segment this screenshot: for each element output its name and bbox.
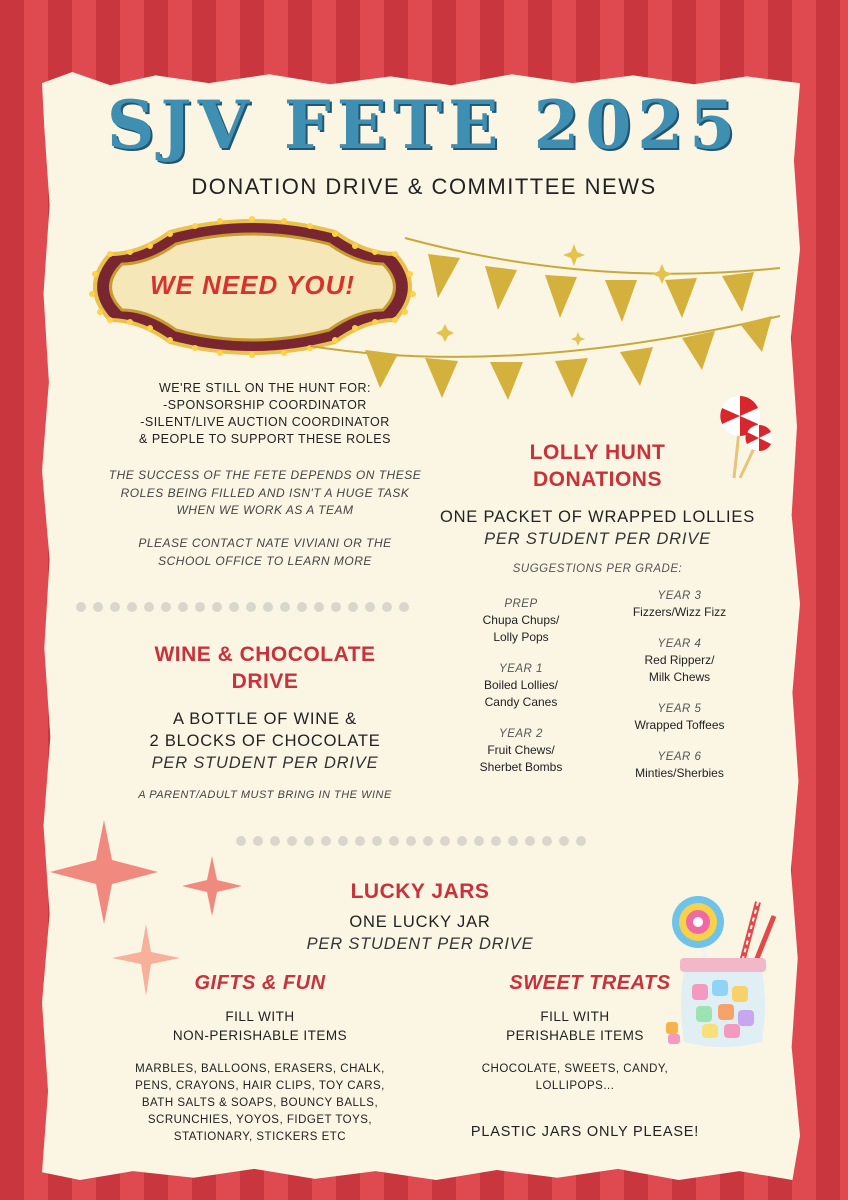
suggestions-label: SUGGESTIONS PER GRADE: — [512, 563, 683, 575]
grade-year6 — [612, 751, 747, 782]
heading-line: WINE & CHOCOLATE — [154, 643, 376, 666]
grade-item: Fruit Chews/ — [487, 743, 555, 757]
items-line: LOLLIPOPS... — [535, 1080, 615, 1092]
wine-line: 2 BLOCKS OF CHOCOLATE — [149, 732, 381, 750]
note-line: PLEASE CONTACT NATE VIVIANI OR THE — [138, 536, 392, 550]
fill-line: NON-PERISHABLE ITEMS — [172, 1028, 348, 1043]
grade-item: Chupa Chups/ — [482, 613, 560, 627]
page-subtitle: DONATION DRIVE & COMMITTEE NEWS — [191, 174, 657, 199]
grade-year2 — [460, 728, 582, 775]
plastic-jars-note: PLASTIC JARS ONLY PLEASE! — [470, 1124, 700, 1140]
grade-year3 — [612, 590, 747, 621]
lucky-body — [260, 911, 580, 955]
grade-label: YEAR 6 — [657, 751, 702, 763]
lucky-line: ONE LUCKY JAR — [349, 913, 491, 931]
lolly-per-student: PER STUDENT PER DRIVE — [484, 530, 711, 548]
wine-note: A PARENT/ADULT MUST BRING IN THE WINE — [138, 789, 392, 801]
success-note — [60, 467, 470, 520]
roles-line: WE'RE STILL ON THE HUNT FOR: — [158, 381, 371, 395]
heading-line: DONATIONS — [533, 468, 662, 491]
fill-line: FILL WITH — [225, 1009, 295, 1024]
note-line: WHEN WE WORK AS A TEAM — [176, 503, 354, 517]
items-line: MARBLES, BALLOONS, ERASERS, CHALK, — [135, 1063, 385, 1075]
lucky-heading: LUCKY JARS — [350, 880, 490, 903]
note-line: THE SUCCESS OF THE FETE DEPENDS ON THESE — [108, 468, 422, 482]
we-need-you-text: WE NEED YOU! — [149, 270, 356, 300]
gifts-items — [95, 1061, 425, 1146]
lolly-heading — [480, 439, 715, 493]
gifts-heading: GIFTS & FUN — [194, 972, 326, 994]
grade-label: YEAR 3 — [657, 590, 702, 602]
heading-line: LOLLY HUNT — [529, 441, 666, 464]
grade-prep — [460, 598, 582, 645]
grade-item: Sherbet Bombs — [479, 759, 563, 774]
dots-divider — [236, 836, 586, 846]
items-line: SCRUNCHIES, YOYOS, FIDGET TOYS, — [147, 1114, 373, 1126]
lolly-body — [420, 506, 775, 550]
lucky-per-student: PER STUDENT PER DRIVE — [306, 935, 534, 953]
items-line: PENS, CRAYONS, HAIR CLIPS, TOY CARS, — [135, 1080, 385, 1092]
grade-year5 — [612, 703, 747, 734]
dots-divider — [76, 602, 409, 612]
wine-line: A BOTTLE OF WINE & — [172, 710, 357, 728]
grade-label: YEAR 4 — [657, 638, 702, 650]
note-line: ROLES BEING FILLED AND ISN'T A HUGE TASK — [120, 485, 410, 500]
roles-line: -SPONSORSHIP COORDINATOR — [163, 398, 367, 412]
items-line: CHOCOLATE, SWEETS, CANDY, — [481, 1063, 669, 1075]
wine-per-student: PER STUDENT PER DRIVE — [151, 754, 379, 772]
heading-line: DRIVE — [231, 670, 299, 693]
grade-label: PREP — [504, 598, 538, 610]
roles-block — [70, 380, 460, 448]
grade-year1 — [460, 663, 582, 710]
lolly-line: ONE PACKET OF WRAPPED LOLLIES — [439, 508, 756, 526]
sweets-fill — [460, 1007, 690, 1045]
wine-body — [80, 708, 450, 774]
fill-line: PERISHABLE ITEMS — [506, 1028, 644, 1043]
page-title: SJV FETE 2025 — [106, 86, 742, 164]
grade-item: Wrapped Toffees — [634, 718, 725, 732]
sweets-items — [445, 1061, 705, 1095]
sweets-heading: SWEET TREATS — [509, 972, 671, 994]
items-line: STATIONARY, STICKERS ETC — [173, 1131, 347, 1143]
roles-line: -SILENT/LIVE AUCTION COORDINATOR — [140, 415, 390, 429]
lollipop-icon — [712, 392, 778, 482]
grade-item: Candy Canes — [484, 694, 558, 709]
grade-item: Boiled Lollies/ — [483, 678, 559, 692]
grade-item: Milk Chews — [648, 669, 711, 684]
grade-label: YEAR 1 — [499, 663, 543, 675]
grade-label: YEAR 5 — [657, 703, 702, 715]
grade-item: Lolly Pops — [493, 629, 549, 644]
wine-heading — [100, 641, 430, 695]
note-line: SCHOOL OFFICE TO LEARN MORE — [158, 553, 372, 568]
items-line: BATH SALTS & SOAPS, BOUNCY BALLS, — [141, 1097, 379, 1109]
gifts-fill — [110, 1007, 410, 1045]
roles-line: & PEOPLE TO SUPPORT THESE ROLES — [139, 432, 391, 446]
contact-note — [60, 535, 470, 570]
grade-label: YEAR 2 — [499, 728, 543, 740]
grade-item: Minties/Sherbies — [635, 766, 724, 780]
grade-year4 — [612, 638, 747, 685]
fill-line: FILL WITH — [540, 1009, 610, 1024]
grade-item: Red Ripperz/ — [644, 653, 715, 667]
grade-item: Fizzers/Wizz Fizz — [632, 605, 727, 619]
